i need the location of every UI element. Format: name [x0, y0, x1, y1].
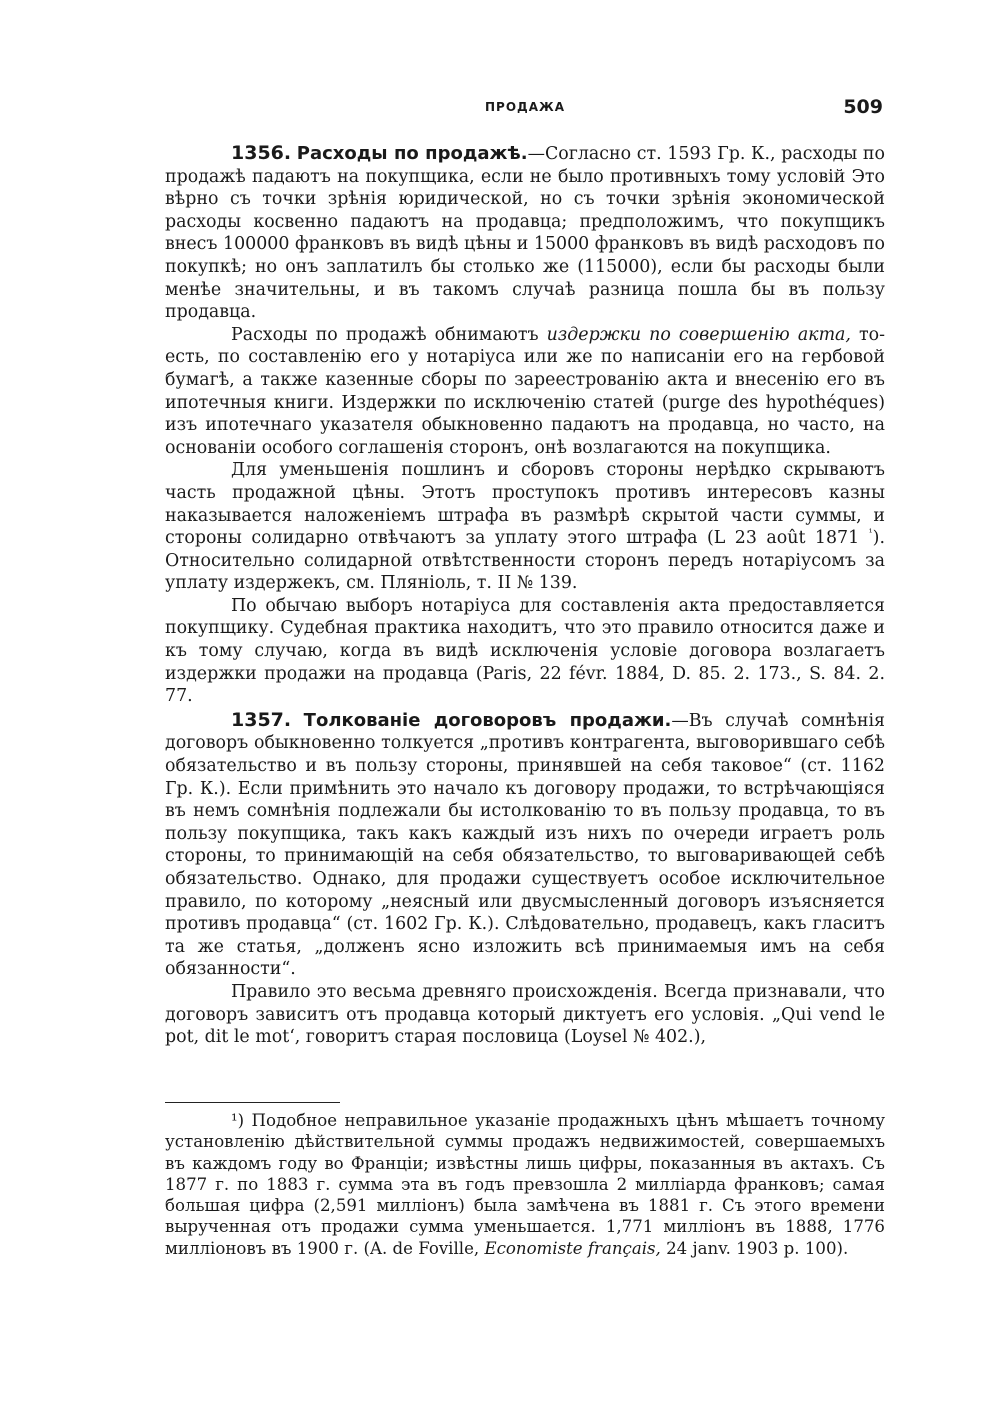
paragraph-text: ). Относительно солидарной отвѣтственности сторонъ передъ нотаріусомъ за уплату издержекъ, см. Пляніоль, т. II № 139. [165, 528, 885, 594]
main-text [165, 142, 885, 1049]
section-number: 1357. [231, 708, 292, 731]
section-number: 1356. [231, 142, 292, 164]
footnote-paragraph [165, 1110, 885, 1259]
footnote-text: 24 janv. 1903 p. 100). [660, 1238, 849, 1258]
footnote-reference: ¹ [868, 528, 873, 540]
section-heading: Расходы по продажѣ. [296, 143, 528, 164]
footnote-divider [165, 1102, 340, 1103]
running-title: ПРОДАЖА [485, 100, 565, 114]
paragraph-text: Для уменьшенія пошлинъ и сборовъ стороны нерѣдко скрываютъ часть продажной цѣны. Этотъ проступокъ противъ интересовъ казны наказывается наложеніемъ штрафа въ размѣрѣ скрытой части суммы, и стороны солидарно отвѣчаютъ за уплату этого штрафа (L 23 août 1871 [165, 460, 885, 549]
section-1357-paragraph-2 [165, 981, 885, 1049]
emphasis-text: издержки по совершенію акта, [546, 324, 851, 345]
paragraph-text: Расходы по продажѣ обнимаютъ [231, 324, 547, 345]
paragraph-text: По обычаю выборъ нотаріуса для составленія акта предоставляется покупщику. Судебная практика находитъ, что это правило относится даже и къ тому случаю, когда въ видѣ исключенія условіе договора возлагаетъ издержки продажи на продавца (Paris, 22 févr. 1884, D. 85. 2. 173., S. 84. 2. 77. [165, 595, 885, 707]
section-1356-paragraph-2 [165, 324, 885, 460]
page-header [165, 96, 885, 126]
section-1357-paragraph-1 [165, 709, 885, 981]
footnote [165, 1110, 885, 1259]
footnote-marker: ¹) [231, 1111, 245, 1130]
paragraph-text: то-есть, по составленію его у нотаріуса или же по написаніи его на гербовой бумагѣ, а также казенные сборы по зареестрованію акта и внесенію его въ ипотечныя книги. Издержки по исключенію статей (purge des hypothéques) изъ ипотечнаго указателя обыкновенно падаютъ на продавца, но часто, на основаніи особого соглашенія сторонъ, онѣ возлагаются на покупщика. [165, 324, 886, 458]
section-heading: Толкованіе договоровъ продажи. [303, 709, 672, 731]
section-1356-paragraph-1 [165, 142, 885, 324]
paragraph-text: —Согласно ст. 1593 Гр. К., расходы по продажѣ падаютъ на покупщика, если не было противныхъ тому условій Это вѣрно съ точки зрѣнія юридической, но съ точки зрѣнія экономической расходы косвенно падаютъ на продавца; предположимъ, что покупщикъ внесъ 100000 франковъ въ видѣ цѣны и 15000 франковъ въ видѣ расходовъ по покупкѣ; но онъ заплатилъ бы столько же (115000), если бы расходы были менѣе значительны, и въ такомъ случаѣ разница пошла бы въ пользу продавца. [165, 144, 885, 323]
footnote-emphasis: Economiste français, [484, 1238, 661, 1258]
section-1356-paragraph-4 [165, 595, 885, 708]
footnote-text: Подобное неправильное указаніе продажныхъ цѣнъ мѣшаетъ точному установленію дѣйствительной суммы продажъ недвижимостей, совершаемыхъ въ каждомъ году во Франціи; извѣстны лишь цифры, показанныя въ актахъ. Съ 1877 г. по 1883 г. сумма эта въ годъ превзошла 2 милліарда франковъ; самая большая цифра (2,591 милліонъ) была замѣчена въ 1881 г. Съ этого времени вырученная отъ продажи сумма уменьшается. 1,771 милліонъ въ 1888, 1776 милліоновъ въ 1900 г. (A. de Foville, [165, 1111, 885, 1258]
section-1356-paragraph-3 [165, 459, 885, 595]
paragraph-text: Правило это весьма древняго происхожденія. Всегда признавали, что договоръ зависитъ отъ продавца который диктуетъ его условія. „Qui vend le pot, dit le mot‘, говоритъ старая пословица (Loysel № 402.), [165, 981, 885, 1048]
paragraph-text: —Въ случаѣ сомнѣнія договоръ обыкновенно толкуется „противъ контрагента, выговорившаго себѣ обязательство и въ пользу стороны, принявшей на себя таковое“ (ст. 1162 Гр. К.). Если примѣнить это начало къ договору продажи, то встрѣчающіяся въ немъ сомнѣнія подлежали бы истолкованію то въ пользу продавца, то въ пользу покупщика, такъ какъ каждый изъ нихъ по очереди играетъ роль стороны, то принимающій на себя обязательство, то выговаривающей себѣ обязательство. Однако, для продажи существуетъ особое исключительное правило, по которому „неясный или двусмысленный договоръ изъясняется противъ продавца“ (ст. 1602 Гр. К.). Слѣдовательно, продавецъ, какъ гласитъ та же статья, „долженъ ясно изложить всѣ принимаемыя имъ на себя обязанности“. [165, 710, 885, 980]
page-number: 509 [843, 96, 883, 118]
